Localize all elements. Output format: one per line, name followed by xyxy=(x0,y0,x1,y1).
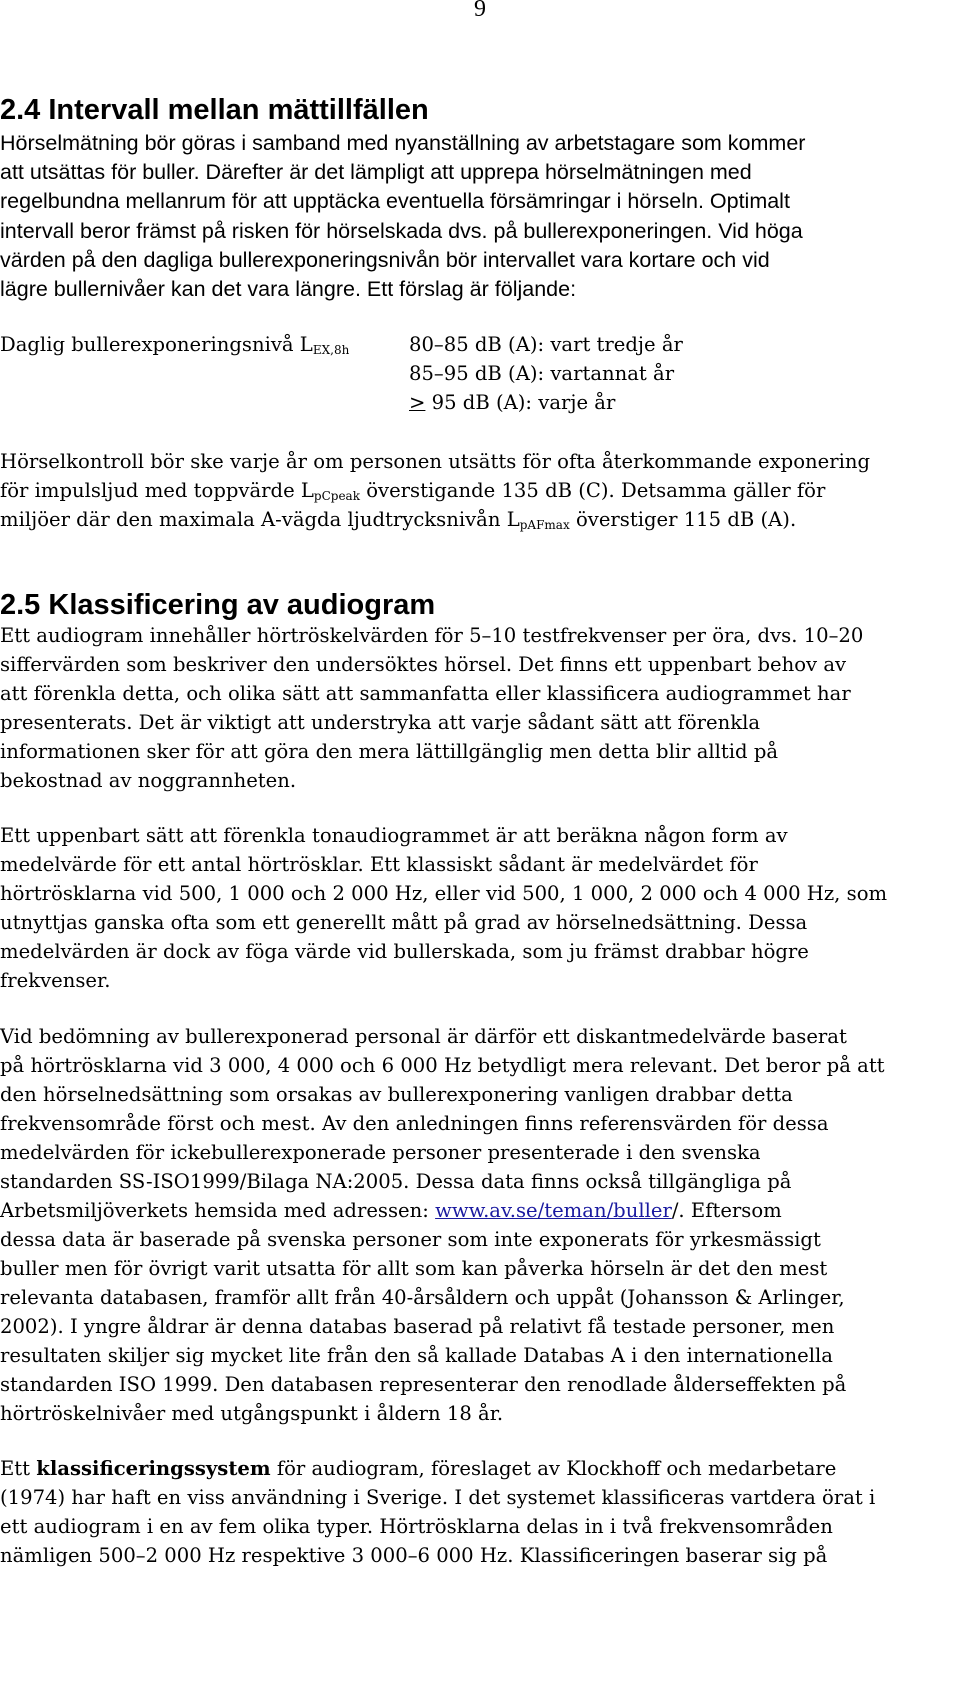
interval-row-2: 85–95 dB (A): vartannat år xyxy=(409,362,675,385)
interval-row-3: > 95 dB (A): varje år xyxy=(409,391,616,414)
text-line: ett audiogram i en av fem olika typer. Hörtrösklarna delas in i två frekvensområden xyxy=(0,1515,833,1538)
text-line: siffervärden som beskriver den undersöktes hörsel. Det finns ett uppenbart behov av xyxy=(0,653,847,676)
text-line: (1974) har haft en viss användning i Sverige. I det systemet klassificeras vartdera örat i xyxy=(0,1486,876,1509)
text-line: standarden ISO 1999. Den databasen representerar den renodlade ålderseffekten på xyxy=(0,1373,847,1396)
text-line: lägre bullernivåer kan det vara längre. Ett förslag är följande: xyxy=(0,277,577,302)
text-line: på hörtrösklarna vid 3 000, 4 000 och 6 000 Hz betydligt mera relevant. Det beror på att xyxy=(0,1054,885,1077)
text-line: standarden SS-ISO1999/Bilaga NA:2005. Dessa data finns också tillgängliga på xyxy=(0,1170,792,1193)
section-2-4-paragraph xyxy=(0,129,805,304)
section-2-5-paragraph-1 xyxy=(0,621,863,795)
text-line: nämligen 500–2 000 Hz respektive 3 000–6 000 Hz. Klassificeringen baserar sig på xyxy=(0,1544,828,1567)
text-line: Ett audiogram innehåller hörtröskelvärden för 5–10 testfrekvenser per öra, dvs. 10–20 xyxy=(0,624,864,647)
text-line: medelvärden för ickebullerexponerade personer presenterade i den svenska xyxy=(0,1141,761,1164)
text-line: den hörselnedsättning som orsakas av bullerexponering vanligen drabbar detta xyxy=(0,1083,793,1106)
section-heading-2-5: 2.5 Klassificering av audiogram xyxy=(0,589,436,621)
text-line: frekvenser. xyxy=(0,969,111,992)
text-line: Ett klassificeringssystem för audiogram, föreslaget av Klockhoff och medarbetare xyxy=(0,1457,837,1480)
interval-row-1: 80–85 dB (A): vart tredje år xyxy=(409,333,683,356)
text-line: Hörselkontroll bör ske varje år om personen utsätts för ofta återkommande exponering xyxy=(0,450,870,473)
greater-equal-symbol: > xyxy=(409,391,426,414)
text-line: Hörselmätning bör göras i samband med nyanställning av arbetstagare som kommer xyxy=(0,131,806,155)
text-line: utnyttjas ganska ofta som ett generellt mått på grad av hörselnedsättning. Dessa xyxy=(0,911,808,934)
section-2-5-paragraph-3 xyxy=(0,1022,885,1428)
text-line: dessa data är baserade på svenska personer som inte exponerats för yrkesmässigt xyxy=(0,1228,821,1251)
text-line: Ett uppenbart sätt att förenkla tonaudiogrammet är att beräkna någon form av xyxy=(0,824,788,847)
text-line: Arbetsmiljöverkets hemsida med adressen: www.av.se/teman/buller/. Eftersom xyxy=(0,1199,782,1222)
bold-term: klassificeringssystem xyxy=(36,1457,271,1480)
section-heading-2-4: 2.4 Intervall mellan mättillfällen xyxy=(0,94,429,126)
text-line: relevanta databasen, framför allt från 40-årsåldern och uppåt (Johansson & Arlinger, xyxy=(0,1286,845,1309)
section-2-5-paragraph-2 xyxy=(0,821,887,995)
text-line: Vid bedömning av bullerexponerad personal är därför ett diskantmedelvärde baserat xyxy=(0,1025,847,1048)
text-line: presenterats. Det är viktigt att understryka att varje sådant sätt att förenkla xyxy=(0,711,761,734)
text-line: buller men för övrigt varit utsatta för allt som kan påverka hörseln är det den mest xyxy=(0,1257,828,1280)
section-2-5-paragraph-4 xyxy=(0,1454,875,1570)
text-line: för impulsljud med toppvärde $L_{pCpeak}$ överstigande 135 dB (C). Detsamma gäller för xyxy=(0,479,826,503)
text-line: bekostnad av noggrannheten. xyxy=(0,769,297,792)
text-line: miljöer där den maximala A-vägda ljudtrycksnivån $L_{pAFmax}$ överstiger 115 dB (A). xyxy=(0,508,797,532)
text-line: 2002). I yngre åldrar är denna databas baserad på relativt få testade personer, men xyxy=(0,1315,835,1338)
text-line: medelvärde för ett antal hörtrösklar. Ett klassiskt sådant är medelvärdet för xyxy=(0,853,758,876)
section-2-4-followup xyxy=(0,447,870,534)
text-line: att utsättas för buller. Därefter är det lämpligt att upprepa hörselmätningen med xyxy=(0,160,752,185)
text-line: värden på den dagliga bullerexponeringsnivån bör intervallet vara kortare och vid xyxy=(0,247,770,272)
text-line: frekvensområde först och mest. Av den anledningen finns referensvärden för dessa xyxy=(0,1112,829,1135)
text-line: hörtröskelnivåer med utgångspunkt i åldern 18 år. xyxy=(0,1402,504,1425)
text-line: medelvärden är dock av föga värde vid bullerskada, som ju främst drabbar högre xyxy=(0,940,809,963)
text-line: intervall beror främst på risken för hörselskada dvs. på bullerexponeringen. Vid höga xyxy=(0,218,803,243)
text-line: informationen sker för att göra den mera lättillgänglig men detta blir alltid på xyxy=(0,740,779,763)
text-line: resultaten skiljer sig mycket lite från den så kallade Databas A i den internationella xyxy=(0,1344,833,1367)
text-line: att förenkla detta, och olika sätt att sammanfatta eller klassificera audiogrammet har xyxy=(0,682,851,705)
text-line: regelbundna mellanrum för att upptäcka eventuella försämringar i hörseln. Optimalt xyxy=(0,189,790,214)
exposure-level-label: Daglig bullerexponeringsnivå $L_{EX,8h}$ xyxy=(0,333,350,357)
text-line: hörtrösklarna vid 500, 1 000 och 2 000 Hz, eller vid 500, 1 000, 2 000 och 4 000 Hz, som xyxy=(0,882,888,905)
av-buller-link[interactable]: www.av.se/teman/buller xyxy=(435,1199,672,1222)
page-number: 9 xyxy=(474,0,486,22)
